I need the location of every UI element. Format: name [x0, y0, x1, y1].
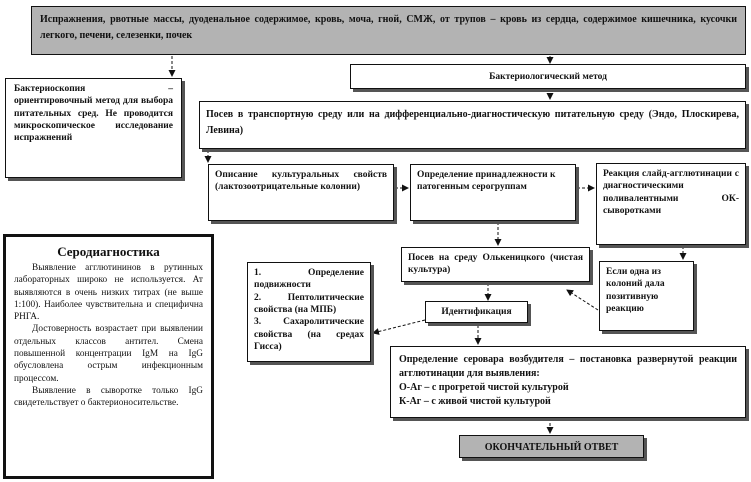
serovar-title: Определение серовара возбудителя – постановка развернутой реакции агглютинации для выявления:: [399, 354, 737, 379]
materials-box: [31, 6, 746, 55]
cultural-props-text: Описание культуральных свойств (лактозоотрицательные колонии): [215, 170, 387, 193]
serodiagnostics-title: Серодиагностика: [57, 244, 160, 259]
id-step-saccharolytic: 3. Сахаролитические свойства (на средах Гисса): [254, 317, 364, 353]
arrow-positive-back: [567, 290, 598, 310]
id-step-peptolytic: 2. Пептолитические свойства (на МПБ): [254, 292, 364, 316]
serodiagnostics-box: [3, 234, 214, 479]
identification-box: [425, 301, 528, 323]
method-title-box: [350, 64, 746, 89]
serogroup-box: [410, 164, 576, 221]
serovar-o-antigen: О-Аг – с прогретой чистой культурой: [399, 382, 569, 393]
method-title: Бактериологический метод: [489, 72, 607, 82]
positive-colony-text: Если одна из колоний дала позитивную реакцию: [606, 267, 665, 315]
serovar-box: [390, 346, 746, 418]
slide-agglutination-box: [596, 163, 746, 245]
final-answer-box: [459, 435, 644, 458]
id-step-motility: 1. Определение подвижности: [254, 268, 364, 291]
id-steps-box: [247, 262, 371, 362]
identification-text: Идентификация: [441, 307, 512, 317]
bacterioscopy-box: [5, 78, 182, 178]
positive-colony-box: [599, 261, 694, 331]
sowing-text: Посев в транспортную среду или на дифференциально-диагностическую питательную среду (Эндо, Плоскирева, Левина): [206, 109, 739, 136]
materials-text: Испражнения, рвотные массы, дуоденальное содержимое, кровь, моча, гной, СМЖ, от трупов – кровь из сердца, содержимое кишечника, кусочки легкого, печени, селезенки, почек: [40, 14, 737, 41]
serodiagnostics-para-2: Достоверность возрастает при выявлении отдельных классов антител. Смена повышенной концентрации IgM на IgG обусловлена острым инфекционным процессом.: [14, 324, 203, 384]
sowing-box: [199, 101, 746, 149]
arrow-to-id-steps: [373, 320, 425, 333]
bacterioscopy-text: Бактериоскопия – ориентировочный метод для выбора питательных сред. Не проводится микроскопическое исследование испражнений: [14, 84, 173, 144]
cultural-props-box: [208, 164, 394, 221]
olkenitsky-box: [401, 247, 590, 282]
serogroup-text: Определение принадлежности к патогенным серогруппам: [417, 170, 556, 193]
serodiagnostics-para-1: Выявление агглютининов в рутинных лабораторных широко не используется. Ат выявляются в очень низких титрах (не выше 1:100). Наиболее чувствительна и специфична РНГА.: [14, 263, 203, 323]
olkenitsky-text: Посев на среду Олькеницкого (чистая культура): [408, 253, 583, 276]
slide-agglutination-text: Реакция слайд-агглютинации с диагностическими поливалентными ОК-сыворотками: [603, 169, 739, 217]
serovar-k-antigen: К-Аг – с живой чистой культурой: [399, 396, 551, 407]
final-answer-text: ОКОНЧАТЕЛЬНЫЙ ОТВЕТ: [484, 442, 619, 453]
serodiagnostics-para-3: Выявление в сыворотке только IgG свидетельствует о бактерионосительстве.: [14, 385, 203, 409]
